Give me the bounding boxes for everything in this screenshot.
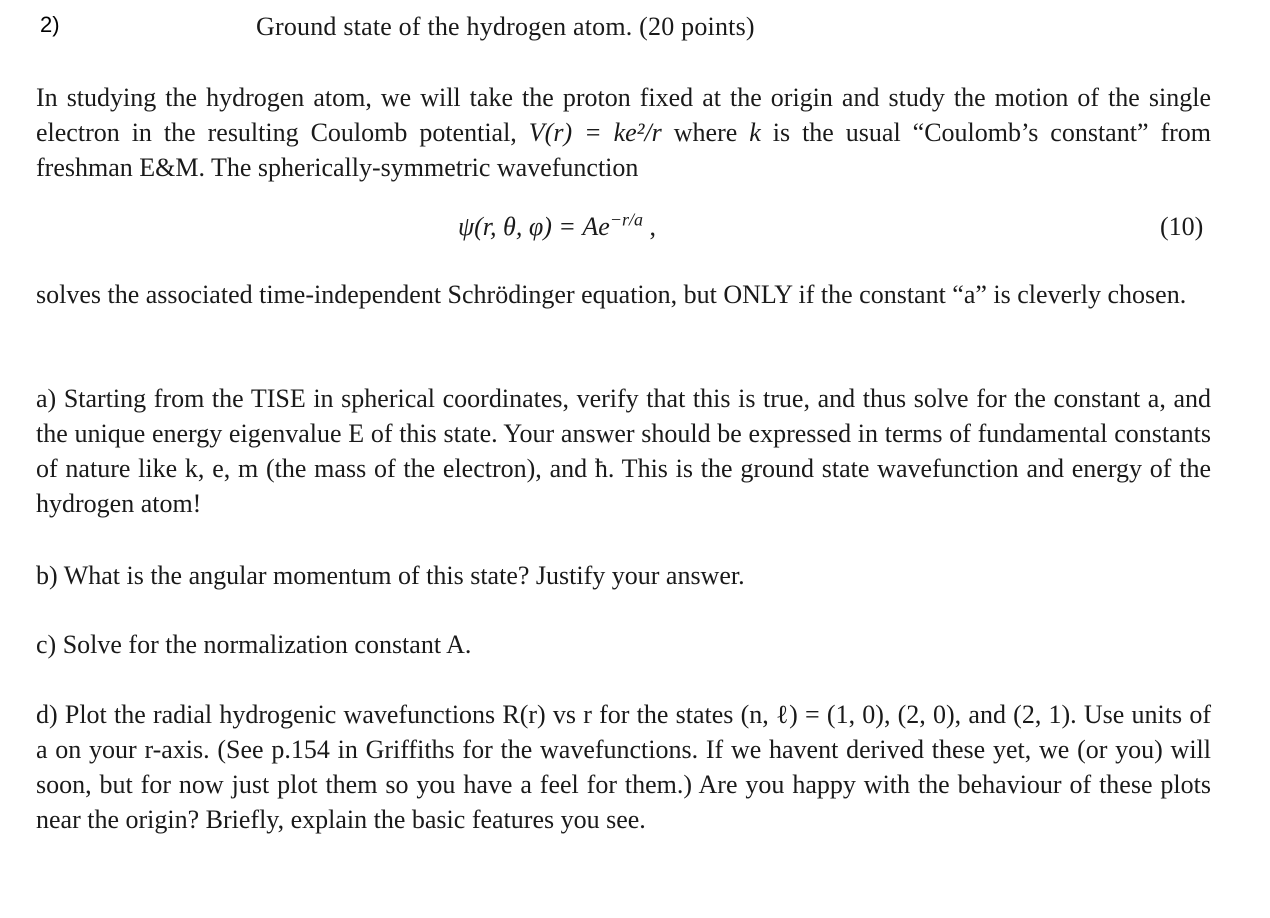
intro-text-2: where <box>661 118 750 147</box>
wavefunction-expression <box>458 209 656 242</box>
part-b: b) What is the angular momentum of this state? Justify your answer. <box>36 561 745 590</box>
coulomb-potential: V(r) = ke²/r <box>528 118 662 147</box>
problem-number: 2) <box>40 12 60 37</box>
after-equation-paragraph: solves the associated time-independent Schrödinger equation, but ONLY if the constant “a” is cleverly chosen. <box>36 280 1187 309</box>
part-c: c) Solve for the normalization constant A. <box>36 630 472 659</box>
equation-exponent: −r/a <box>609 209 643 230</box>
part-a: a) Starting from the TISE in spherical coordinates, verify that this is true, and thus solve for the constant a, and the unique energy eigenvalue E of this state. Your answer should be expressed in terms of fundamental constants of nature like k, e, m (the mass of the electron), and ħ. This is the ground state wavefunction and energy of the hydrogen atom! <box>36 384 1211 518</box>
equation-trailing: , <box>642 212 656 241</box>
equation-number: (10) <box>1160 212 1204 241</box>
part-d: d) Plot the radial hydrogenic wavefunctions R(r) vs r for the states (n, ℓ) = (1, 0), (2, 0), and (2, 1). Use units of a on your r-axis. (See p.154 in Griffiths for the wavefunctions. If we havent derived these yet, we (or you) will soon, but for now just plot them so you have a feel for them.) Are you happy with the behaviour of these plots near the origin? Briefly, explain the basic features you see. <box>36 700 1211 834</box>
intro-paragraph <box>36 80 1211 185</box>
equation-lhs: ψ(r, θ, φ) = Ae <box>458 212 610 241</box>
intro-text-3: is the usual “Coulomb’s constant” from freshman E&M. The spherically-symmetric wavefunction <box>36 118 1211 182</box>
equation-10 <box>0 209 1270 252</box>
k-symbol: k <box>749 118 761 147</box>
problem-title: Ground state of the hydrogen atom. (20 points) <box>256 12 755 41</box>
intro-text-1: In studying the hydrogen atom, we will take the proton fixed at the origin and study the motion of the single electron in the resulting Coulomb potential, <box>36 83 1211 147</box>
